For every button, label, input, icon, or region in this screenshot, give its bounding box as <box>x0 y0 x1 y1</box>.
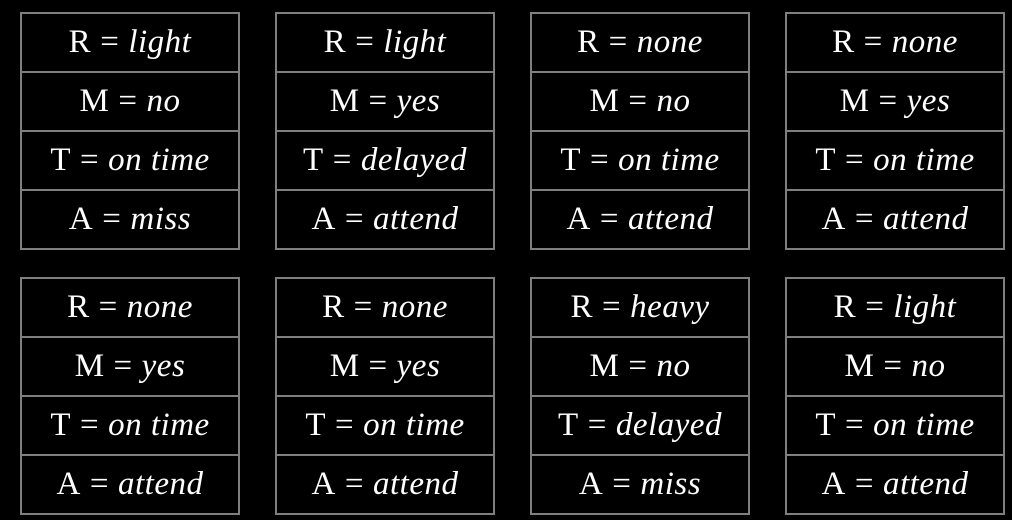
variable-letter: M <box>79 83 110 119</box>
variable-letter: R <box>67 289 90 325</box>
variable-value: on time <box>618 142 720 178</box>
assignment-row <box>277 336 493 395</box>
variable-letter: A <box>578 466 604 502</box>
variable-value: none <box>891 24 958 60</box>
assignment-row <box>532 71 748 130</box>
variable-value: attend <box>882 201 969 237</box>
variable-value: yes <box>141 348 186 384</box>
variable-letter: T <box>815 407 836 443</box>
assignment-row <box>22 14 238 71</box>
equals-sign: = <box>878 83 898 119</box>
variable-value: none <box>636 24 703 60</box>
possible-world-card-2 <box>275 12 495 250</box>
assignment-row <box>277 189 493 248</box>
assignment-row <box>787 336 1003 395</box>
variable-letter: A <box>821 466 846 502</box>
variable-letter: A <box>821 201 846 237</box>
variable-letter: A <box>56 466 81 502</box>
assignment-row <box>277 395 493 454</box>
equals-sign: = <box>863 24 883 60</box>
possible-world-card-1 <box>20 12 240 250</box>
equals-sign: = <box>608 24 628 60</box>
assignment-row <box>532 279 748 336</box>
variable-letter: A <box>566 201 591 237</box>
variable-letter: M <box>589 348 620 384</box>
equals-sign: = <box>100 24 120 60</box>
equals-sign: = <box>599 201 619 237</box>
variable-letter: T <box>303 142 324 178</box>
possible-world-card-4 <box>785 12 1005 250</box>
variable-value: no <box>146 83 181 119</box>
possible-world-card-7 <box>530 277 750 515</box>
equals-sign: = <box>368 348 388 384</box>
variable-letter: M <box>329 83 360 119</box>
equals-sign: = <box>334 407 355 443</box>
cards-grid <box>20 12 1005 515</box>
variable-letter: M <box>74 348 105 384</box>
variable-value: attend <box>372 466 459 502</box>
assignment-row <box>22 336 238 395</box>
assignment-row <box>532 189 748 248</box>
equals-sign: = <box>355 24 375 60</box>
equals-sign: = <box>118 83 138 119</box>
variable-value: yes <box>396 348 441 384</box>
variable-value: heavy <box>630 289 710 325</box>
variable-letter: M <box>329 348 360 384</box>
equals-sign: = <box>844 407 865 443</box>
variable-value: delayed <box>615 407 722 443</box>
assignment-row <box>277 71 493 130</box>
variable-value: attend <box>627 201 714 237</box>
variable-letter: M <box>844 348 875 384</box>
variable-value: on time <box>873 407 975 443</box>
assignment-row <box>22 130 238 189</box>
variable-letter: T <box>815 142 836 178</box>
possible-world-card-5 <box>20 277 240 515</box>
assignment-row <box>277 454 493 513</box>
variable-value: on time <box>873 142 975 178</box>
variable-value: no <box>656 83 691 119</box>
assignment-row <box>277 14 493 71</box>
equals-sign: = <box>102 201 122 237</box>
variable-value: attend <box>372 201 459 237</box>
assignment-row <box>22 189 238 248</box>
assignment-row <box>22 279 238 336</box>
equals-sign: = <box>854 466 874 502</box>
variable-value: no <box>656 348 691 384</box>
equals-sign: = <box>79 407 100 443</box>
variable-value: yes <box>396 83 441 119</box>
variable-letter: M <box>589 83 620 119</box>
assignment-row <box>787 454 1003 513</box>
variable-letter: R <box>570 289 593 325</box>
possible-world-card-3 <box>530 12 750 250</box>
variable-value: miss <box>130 201 192 237</box>
variable-letter: T <box>558 407 579 443</box>
variable-letter: R <box>577 24 600 60</box>
variable-value: on time <box>108 407 210 443</box>
variable-letter: T <box>50 142 71 178</box>
variable-value: miss <box>640 466 702 502</box>
assignment-row <box>22 395 238 454</box>
variable-value: none <box>381 289 448 325</box>
equals-sign: = <box>344 466 364 502</box>
assignment-row <box>532 14 748 71</box>
variable-value: no <box>911 348 946 384</box>
equals-sign: = <box>587 407 607 443</box>
possible-world-card-8 <box>785 277 1005 515</box>
equals-sign: = <box>865 289 885 325</box>
assignment-row <box>532 130 748 189</box>
variable-letter: R <box>833 289 857 325</box>
variable-value: light <box>128 24 192 60</box>
variable-letter: R <box>322 289 345 325</box>
equals-sign: = <box>332 142 352 178</box>
variable-letter: R <box>832 24 855 60</box>
variable-letter: A <box>311 201 336 237</box>
variable-letter: T <box>560 142 581 178</box>
variable-letter: M <box>839 83 870 119</box>
assignment-row <box>277 130 493 189</box>
assignment-row <box>787 14 1003 71</box>
equals-sign: = <box>628 348 648 384</box>
variable-value: delayed <box>360 142 467 178</box>
variable-value: on time <box>363 407 465 443</box>
assignment-row <box>787 279 1003 336</box>
variable-value: light <box>383 24 447 60</box>
variable-letter: T <box>50 407 71 443</box>
assignment-row <box>787 71 1003 130</box>
variable-value: yes <box>906 83 951 119</box>
equals-sign: = <box>98 289 118 325</box>
variable-letter: R <box>323 24 347 60</box>
variable-value: on time <box>108 142 210 178</box>
equals-sign: = <box>89 466 109 502</box>
possible-world-card-6 <box>275 277 495 515</box>
equals-sign: = <box>844 142 865 178</box>
assignment-row <box>532 395 748 454</box>
variable-value: attend <box>882 466 969 502</box>
equals-sign: = <box>353 289 373 325</box>
equals-sign: = <box>601 289 622 325</box>
variable-value: light <box>893 289 957 325</box>
equals-sign: = <box>344 201 364 237</box>
equals-sign: = <box>589 142 610 178</box>
assignment-row <box>787 130 1003 189</box>
assignment-row <box>277 279 493 336</box>
assignment-row <box>532 336 748 395</box>
equals-sign: = <box>113 348 133 384</box>
variable-value: none <box>126 289 193 325</box>
variable-letter: R <box>68 24 92 60</box>
equals-sign: = <box>612 466 632 502</box>
equals-sign: = <box>368 83 388 119</box>
equals-sign: = <box>854 201 874 237</box>
assignment-row <box>532 454 748 513</box>
variable-letter: A <box>311 466 336 502</box>
assignment-row <box>787 395 1003 454</box>
variable-value: attend <box>117 466 204 502</box>
equals-sign: = <box>79 142 100 178</box>
equals-sign: = <box>883 348 903 384</box>
assignment-row <box>787 189 1003 248</box>
assignment-row <box>22 71 238 130</box>
assignment-row <box>22 454 238 513</box>
variable-letter: A <box>68 201 94 237</box>
variable-letter: T <box>305 407 326 443</box>
equals-sign: = <box>628 83 648 119</box>
